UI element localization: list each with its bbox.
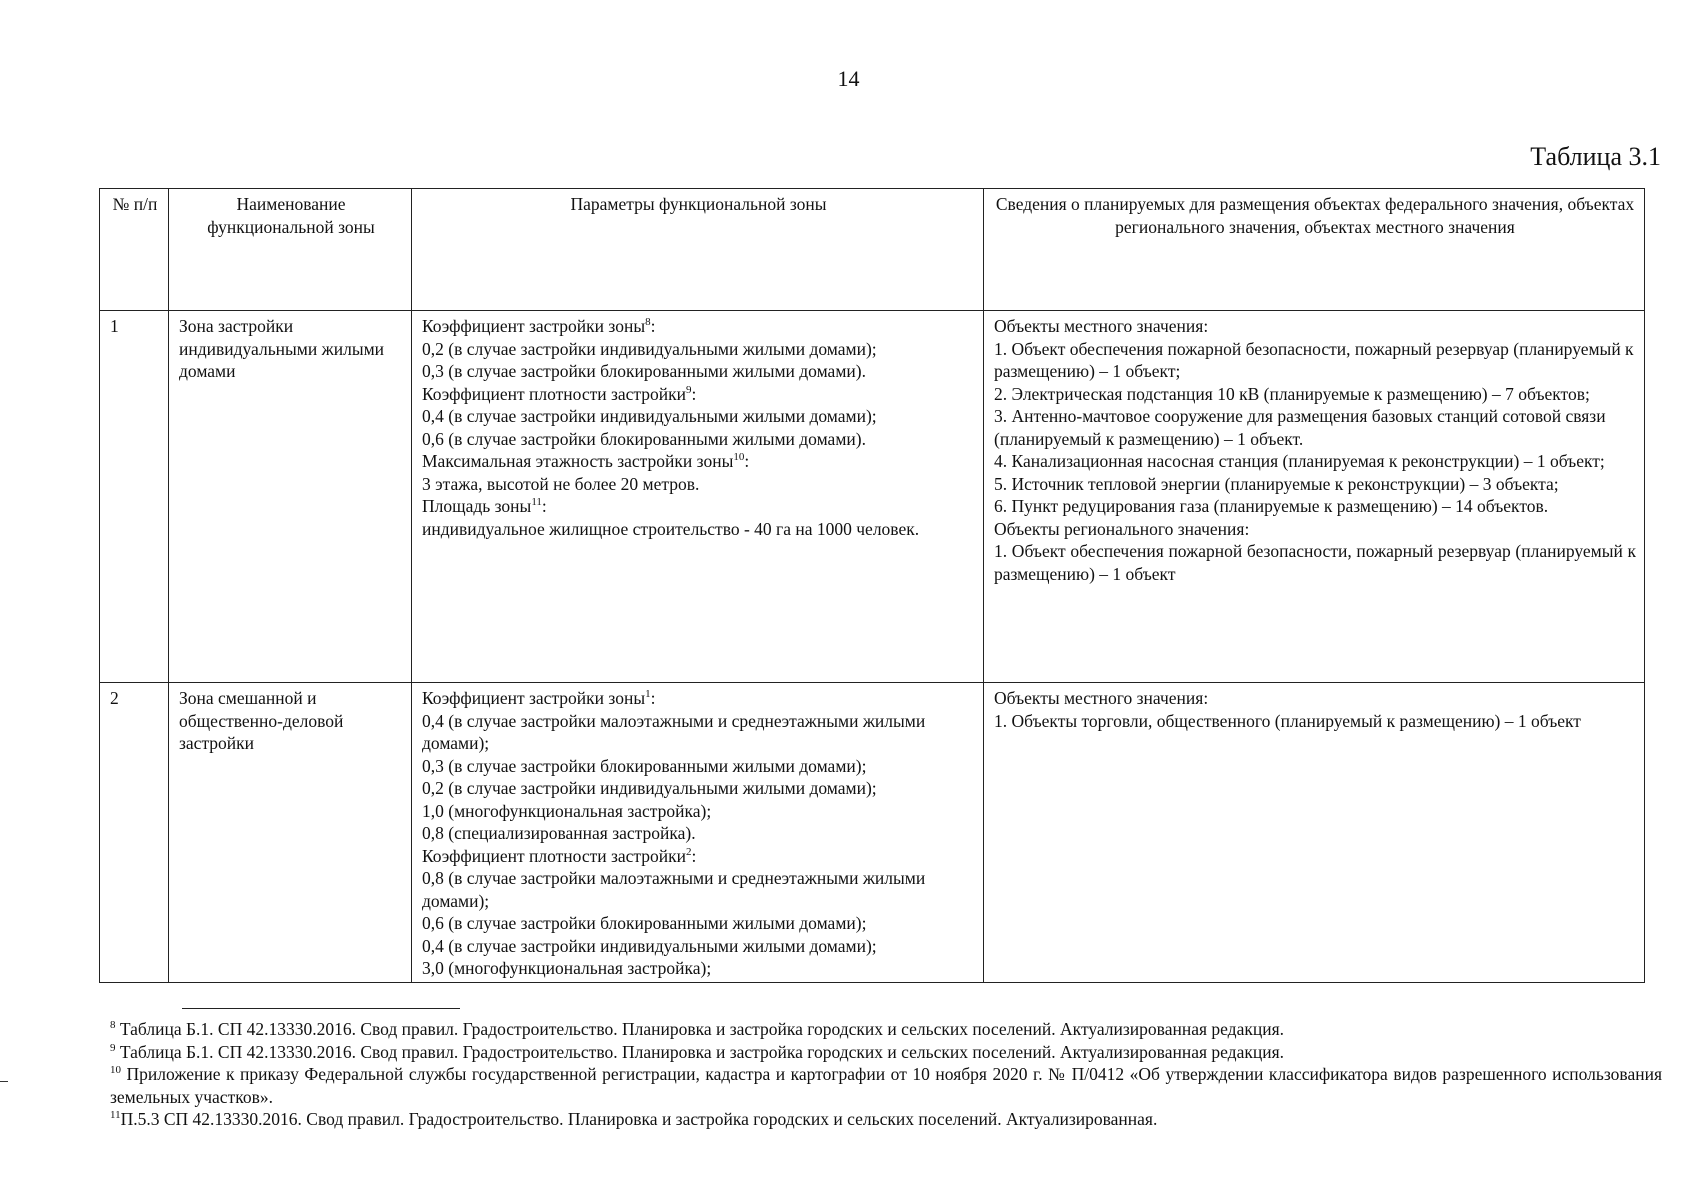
table-row	[100, 311, 1645, 683]
row-num: 1	[100, 311, 169, 683]
param-line: 0,4 (в случае застройки индивидуальными жилыми домами);	[422, 406, 877, 426]
param-line: Коэффициент плотности застройки$^2$:	[422, 845, 697, 866]
zone-name: Зона застройки индивидуальными жилыми домами	[169, 311, 412, 683]
param-line: 0,8 (специализированная застройка).	[422, 823, 696, 843]
param-line: 0,6 (в случае застройки блокированными жилыми домами);	[422, 913, 867, 933]
footnote: $^8$ Таблица Б.1. СП 42.13330.2016. Свод правил. Градостроительство. Планировка и застройка городских и сельских поселений. Актуализированная редакция.	[110, 1019, 1285, 1039]
zone-params	[412, 683, 984, 983]
param-line: 0,4 (в случае застройки малоэтажными и среднеэтажными жилыми домами);	[422, 710, 926, 753]
param-line: 0,6 (в случае застройки блокированными жилыми домами).	[422, 428, 866, 449]
row-num: 2	[100, 683, 169, 983]
table-caption: Таблица 3.1	[1530, 142, 1661, 171]
footnote-mark: 9	[110, 1041, 116, 1054]
header-num: № п/п	[100, 189, 169, 311]
footnote-mark: 8	[110, 1019, 116, 1032]
param-line: Коэффициент плотности застройки$^9$:	[422, 383, 697, 404]
object-line: 1. Объект обеспечения пожарной безопасности, пожарный резервуар (планируемый к размещению) – 1 объект;	[994, 338, 1634, 381]
object-line: 1. Объекты торговли, общественного (планируемый к размещению) – 1 объект	[994, 710, 1581, 731]
table-row	[100, 683, 1645, 983]
object-line: 1. Объект обеспечения пожарной безопасности, пожарный резервуар (планируемый к размещению) – 1 объект	[994, 541, 1636, 584]
object-line: Объекты местного значения:	[994, 316, 1209, 336]
param-line: 3,0 (многофункциональная застройка);	[422, 958, 712, 978]
table-header-row	[100, 189, 1645, 311]
param-line: индивидуальное жилищное строительство - 40 га на 1000 человек.	[422, 518, 920, 539]
footnote: $^{11}$П.5.3 СП 42.13330.2016. Свод правил. Градостроительство. Планировка и застройка городских и сельских поселений. Актуализированная.	[110, 1109, 1158, 1129]
object-line: 2. Электрическая подстанция 10 кВ (планируемые к размещению) – 7 объектов;	[994, 383, 1590, 404]
zone-name: Зона смешанной и общественно-деловой застройки	[169, 683, 412, 983]
margin-dash	[0, 1081, 8, 1082]
object-line: 3. Антенно-мачтовое сооружение для размещения базовых станций сотовой связи (планируемый к размещению) – 1 объект.	[994, 406, 1606, 449]
footnote-divider	[182, 1008, 460, 1009]
object-line: 6. Пункт редуцирования газа (планируемые к размещению) – 14 объектов.	[994, 496, 1549, 516]
object-line: Объекты местного значения:	[994, 688, 1209, 708]
object-line: Объекты регионального значения:	[994, 518, 1250, 539]
object-line: 4. Канализационная насосная станция (планируемая к реконструкции) – 1 объект;	[994, 451, 1605, 471]
param-line: 0,3 (в случае застройки блокированными жилыми домами).	[422, 361, 866, 381]
footnote: $^9$ Таблица Б.1. СП 42.13330.2016. Свод правил. Градостроительство. Планировка и застройка городских и сельских поселений. Актуализированная редакция.	[110, 1041, 1285, 1062]
param-line: 0,2 (в случае застройки индивидуальными жилыми домами);	[422, 338, 877, 359]
param-line: 1,0 (многофункциональная застройка);	[422, 800, 712, 821]
param-line: Площадь зоны$^{11}$:	[422, 496, 547, 516]
param-line: 0,3 (в случае застройки блокированными жилыми домами);	[422, 755, 867, 776]
footnote: $^{10}$ Приложение к приказу Федеральной службы государственной регистрации, кадастра и картографии от 10 ноября 2020 г. № П/0412 «Об утверждении классификатора видов разрешенного использования земельных участков».	[110, 1064, 1662, 1107]
footnotes	[110, 1018, 1662, 1131]
param-line: 0,4 (в случае застройки индивидуальными жилыми домами);	[422, 935, 877, 956]
param-line: 3 этажа, высотой не более 20 метров.	[422, 473, 700, 494]
zones-table	[99, 188, 1645, 983]
header-zone-params: Параметры функциональной зоны	[412, 189, 984, 311]
zone-params	[412, 311, 984, 683]
header-zone-name: Наименование функциональной зоны	[169, 189, 412, 311]
object-line: 5. Источник тепловой энергии (планируемые к реконструкции) – 3 объекта;	[994, 473, 1559, 494]
page-number: 14	[837, 66, 860, 91]
footnote-mark: 10	[110, 1064, 121, 1077]
planned-objects	[984, 683, 1645, 983]
param-line: Коэффициент застройки зоны$^1$:	[422, 688, 656, 708]
param-line: Максимальная этажность застройки зоны$^{10}$:	[422, 451, 750, 471]
footnote-mark: 11	[110, 1109, 121, 1122]
header-planned-objects: Сведения о планируемых для размещения объектах федерального значения, объектах регионального значения, объектах местного значения	[984, 189, 1645, 311]
param-line: Коэффициент застройки зоны$^8$:	[422, 316, 656, 336]
param-line: 0,8 (в случае застройки малоэтажными и среднеэтажными жилыми домами);	[422, 868, 926, 911]
planned-objects	[984, 311, 1645, 683]
param-line: 0,2 (в случае застройки индивидуальными жилыми домами);	[422, 778, 877, 798]
